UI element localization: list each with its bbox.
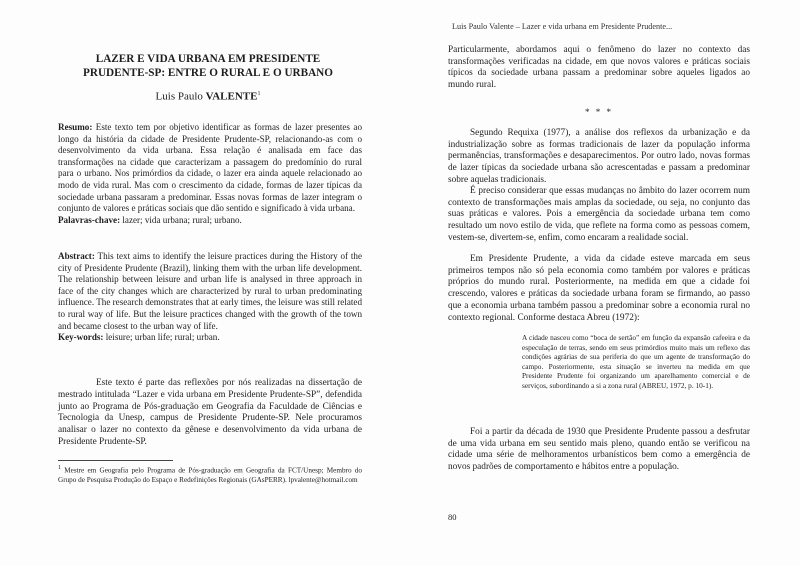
author-line	[58, 88, 358, 104]
footnote	[58, 464, 362, 485]
article-title	[58, 52, 358, 80]
resumo-text: Este texto tem por objetivo identificar as formas de lazer presentes ao longo da história da cidade de Presidente Prudente-SP, relacionando-as com o desenvolvimento da vida urbana. Essa relação é analisada em face das transformações na cidade que caracterizam a passagem do predomínio do rural para o urbano. Nos primórdios da cidade, o lazer era ainda aquele relacionado ao modo de vida rural. Mas com o crescimento da cidade, formas de lazer típicas da sociedade urbana passaram a predominar. Essas novas formas de lazer integram o conjunto de valores e práticas sociais que dão sentido e significado à vida urbana.	[58, 122, 362, 214]
footnote-rule	[58, 460, 173, 461]
palavras-chave-label: Palavras-chave:	[58, 214, 121, 225]
paragraph-5: Foi a partir da década de 1930 que Presidente Prudente passou a desfrutar de uma vida urbana em seu sentido mais pleno, quando então se verificou na cidade uma série de melhoramentos urbanísticos bem como a emergência de novos padrões de comportamento e hábitos entre a população.	[448, 427, 750, 473]
keywords-text: leisure; urban life; rural; urban.	[103, 332, 220, 343]
paragraph-1: Particularmente, abordamos aqui o fenômeno do lazer no contexto das transformações verificadas na cidade, em que novos valores e práticas sociais típicos da sociedade urbana passam a predominar sobre aqueles ligados ao mundo rural.	[448, 45, 750, 91]
paragraph-3: É preciso considerar que essas mudanças no âmbito do lazer ocorrem num contexto de transformações mais amplas da sociedade, ou seja, no conjunto das suas práticas e valores. Pois a emergência da sociedade urbana tem como resultado um novo estilo de vida, que reflete na forma como as pessoas comem, vestem-se, divertem-se, enfim, como encaram a realidade social.	[448, 186, 750, 243]
intro-paragraph: Este texto é parte das reflexões por nós realizadas na dissertação de mestrado intitulada “Lazer e vida urbana em Presidente Prudente-SP”, defendida junto ao Programa de Pós-graduação em Geografia da Faculdade de Ciências e Tecnologia da Unesp, campus de Presidente Prudente-SP. Nele procuramos analisar o lazer no contexto da gênese e desenvolvimento da vida urbana de Presidente Prudente-SP.	[58, 378, 362, 447]
author-first-name: Luis Paulo	[155, 90, 206, 103]
page-number: 80	[448, 512, 457, 522]
footnote-mark: 1	[58, 465, 61, 471]
palavras-chave-text: lazer; vida urbana; rural; urbano.	[120, 214, 242, 225]
abstract	[58, 251, 362, 344]
title-line-2: PRUDENTE-SP: ENTRE O RURAL E O URBANO	[83, 67, 333, 79]
section-separator: * * *	[585, 107, 613, 117]
keywords-label: Key-words:	[58, 332, 104, 343]
resumo-label: Resumo:	[58, 122, 93, 132]
footnote-text: Mestre em Geografia pelo Programa de Pós-graduação em Geografia da FCT/Unesp; Membro do Grupo de Pesquisa Produção do Espaço e Redefinições Regionais (GAsPERR). lpvalente@hotmail.com	[58, 466, 362, 484]
abstract-text: This text aims to identify the leisure practices during the History of the city of Presidente Prudente (Brazil), linking them with the urban life development. The relationship between leisure and urban life is analysed in three approach in face of the city changes which are characterized by rural to urban predominating influence. The research demonstrates that at early times, the leisure was still related to rural way of life. But the leisure practices changed with the growth of the town and became closest to the urban way of life.	[58, 251, 362, 331]
title-line-1: LAZER E VIDA URBANA EM PRESIDENTE	[95, 53, 321, 65]
paragraph-4: Em Presidente Prudente, a vida da cidade esteve marcada em seus primeiros tempos não só pela economia como também por valores e práticas próprios do mundo rural. Posteriormente, na medida em que a cidade foi crescendo, valores e práticas da sociedade urbana foram se firmando, ao passo que a economia urbana também passou a predominar sobre a economia rural no contexto regional. Conforme destaca Abreu (1972):	[448, 254, 750, 323]
abstract-label: Abstract:	[58, 251, 95, 261]
running-header: Luis Paulo Valente – Lazer e vida urbana em Presidente Prudente...	[452, 22, 673, 31]
paragraph-2: Segundo Requixa (1977), a análise dos reflexos da urbanização e da industrialização sobre as formas tradicionais de lazer da população informa permanências, transformações e desaparecimentos. Por outro lado, novas formas de lazer típicas da sociedade urbana são acrescentadas e passam a predominar sobre aquelas tradicionais.	[448, 128, 750, 185]
author-last-name: VALENTE	[205, 90, 258, 103]
resumo	[58, 122, 362, 226]
block-quote: A cidade nasceu como “boca de sertão” em função da expansão cafeeira e da especulação de terras, sendo em seus primórdios muito mais um reflexo das condições agrárias de sua periferia do que um agente de transformação do campo. Posteriormente, esta situação se inverteu na medida em que Presidente Prudente foi organizando um aparelhamento comercial e de serviços, subordinando a si a zona rural (ABREU, 1972, p. 10-1).	[522, 333, 750, 390]
author-footnote-mark: 1	[257, 91, 261, 97]
